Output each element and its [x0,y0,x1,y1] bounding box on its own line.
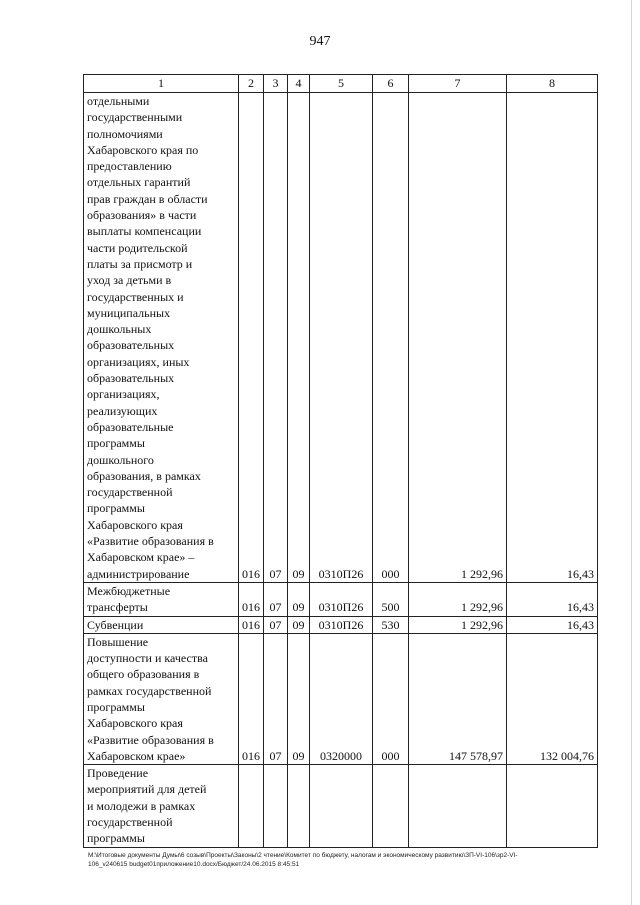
row-target-article: 0310П26 [310,582,373,616]
row-expense-type: 500 [373,582,409,616]
row-sum-year-1: 1 292,96 [409,582,507,616]
row-expense-type: 000 [373,93,409,583]
row-target-article: 0310П26 [310,93,373,583]
row-expense-type: 530 [373,616,409,633]
page-edge-line [631,0,632,905]
row-subsection: 09 [288,93,310,583]
row-section: 07 [264,93,288,583]
col-header-7: 7 [409,75,507,93]
row-grbs: 016 [239,93,264,583]
table-row [84,633,598,764]
row-name: отдельными государственными полномочиями Хабаровского края по предоставлению отдельных гарантий прав граждан в области образования» в части выплаты компенсации части родительской платы за присмотр и уход за детьми в государственных и муниципальных дошкольных образовательных организациях, иных образовательных организациях, реализующих образовательные программы дошкольного образования, в рамках государственной программы Хабаровского края «Развитие образования в Хабаровском крае» – администрирование [84,93,239,583]
row-sum-year-2: 16,43 [507,582,598,616]
row-sum-year-1: 1 292,96 [409,616,507,633]
table-row [84,582,598,616]
row-name: Межбюджетные трансферты [84,582,239,616]
row-subsection: 09 [288,633,310,764]
row-section: 07 [264,582,288,616]
row-grbs: 016 [239,616,264,633]
row-grbs: 016 [239,633,264,764]
col-header-3: 3 [264,75,288,93]
col-header-6: 6 [373,75,409,93]
col-header-1: 1 [84,75,239,93]
row-name: Проведение мероприятий для детей и молодежи в рамках государственной программы [84,765,239,847]
header-row [84,75,598,93]
row-subsection [288,765,310,847]
col-header-2: 2 [239,75,264,93]
row-sum-year-1: 1 292,96 [409,93,507,583]
row-sum-year-1 [409,765,507,847]
row-section: 07 [264,633,288,764]
table-row [84,765,598,847]
file-path-footer [88,851,608,869]
row-target-article: 0320000 [310,633,373,764]
row-subsection: 09 [288,616,310,633]
row-target-article [310,765,373,847]
row-name: Субвенции [84,616,239,633]
row-sum-year-2 [507,765,598,847]
row-sum-year-1: 147 578,97 [409,633,507,764]
col-header-5: 5 [310,75,373,93]
row-expense-type: 000 [373,633,409,764]
row-name: Повышение доступности и качества общего образования в рамках государственной программы Хабаровского края «Развитие образования в Хабаровском крае» [84,633,239,764]
table-row [84,616,598,633]
row-sum-year-2: 16,43 [507,93,598,583]
row-section [264,765,288,847]
row-sum-year-2: 16,43 [507,616,598,633]
footer-path-line-2: 106_v240615 budget01приложение10.docx/Бюджет/24.06.2015 8:45:51 [88,861,300,868]
row-subsection: 09 [288,582,310,616]
row-grbs [239,765,264,847]
row-grbs: 016 [239,582,264,616]
table-row [84,93,598,583]
col-header-4: 4 [288,75,310,93]
footer-path-line-1: M:\Итоговые документы Думы\6 созыв\Проекты\Законы\2 чтение\Комитет по бюджету, налогам и экономическому развитию\ЗП-VI-106\зр2-VI- [88,852,518,859]
row-expense-type [373,765,409,847]
budget-table [83,74,598,848]
row-section: 07 [264,616,288,633]
row-sum-year-2: 132 004,76 [507,633,598,764]
col-header-8: 8 [507,75,598,93]
page-number: 947 [309,34,331,49]
row-target-article: 0310П26 [310,616,373,633]
